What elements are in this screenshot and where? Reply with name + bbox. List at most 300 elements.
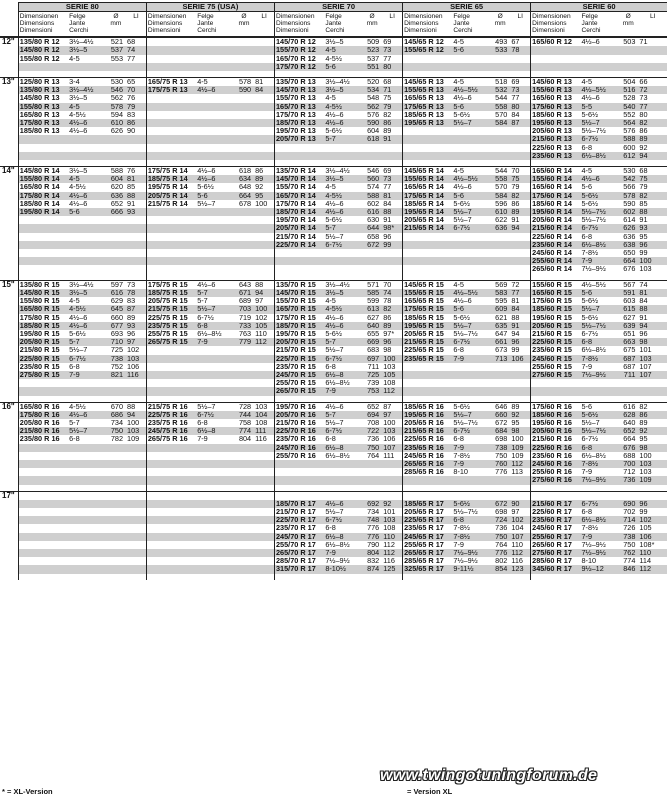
tire-size: 185/65 R 16 [403, 402, 453, 411]
load-index: 86 [126, 119, 146, 127]
tire-size [275, 468, 325, 476]
diameter-mm [234, 55, 254, 63]
tire-size [403, 127, 453, 135]
load-index: 77 [511, 94, 520, 103]
tire-size: 145/70 R 12 [275, 37, 325, 46]
diameter-mm: 540 [618, 103, 638, 111]
table-row [0, 144, 667, 152]
rim-width: 4-5 [452, 167, 490, 176]
dimension-label: Dimensions [147, 20, 183, 28]
tire-size [403, 144, 453, 152]
rim-header [324, 12, 362, 38]
tire-size: 195/60 R 15 [531, 314, 581, 322]
diameter-mm: 738 [618, 533, 638, 541]
load-index [638, 55, 667, 63]
load-index [254, 371, 274, 379]
tire-size: 255/60 R 17 [531, 533, 581, 541]
load-index: 100 [254, 305, 274, 313]
tire-size: 185/80 R 15 [18, 322, 68, 330]
tire-size: 275/60 R 17 [531, 549, 581, 557]
footnote-xl-version: * = XL-Version [2, 787, 53, 796]
rim-label: Jante [453, 20, 470, 28]
rim-width [452, 152, 490, 160]
rim-width [196, 533, 234, 541]
diameter-mm: 651 [623, 329, 636, 338]
load-index: 99 [639, 507, 648, 516]
diameter-mm: 692 [362, 500, 382, 508]
diameter-mm [362, 468, 382, 476]
load-index: 95 [254, 192, 274, 200]
rim-width [580, 63, 618, 71]
diameter-mm: 602 [367, 199, 380, 208]
diameter-mm [106, 508, 126, 516]
load-index: 86 [382, 119, 402, 127]
rim-width [196, 233, 234, 241]
rim-width [68, 144, 106, 152]
rim-width: 4½–6 [69, 313, 88, 322]
tire-size: 155/80 R 14 [18, 175, 68, 183]
tire-size [18, 491, 68, 500]
tire-size: 135/70 R 13 [275, 78, 325, 87]
load-index: 89 [639, 418, 648, 427]
load-index: 70 [382, 280, 402, 289]
diameter-mm: 528 [623, 94, 636, 103]
rim-width [196, 103, 234, 111]
diameter-label: mm [622, 20, 634, 28]
tire-size: 155/60 R 13 [531, 86, 581, 94]
rim-width: 5½–7 [325, 232, 344, 241]
diameter-mm [362, 249, 382, 257]
rim-width: 5-7 [324, 135, 362, 143]
load-index: 84 [254, 86, 274, 94]
diameter-header [106, 12, 126, 38]
load-index [254, 491, 274, 500]
load-index [254, 37, 274, 46]
diameter-mm [106, 565, 126, 573]
load-index: 111 [383, 451, 395, 460]
rim-width: 3-4 [68, 78, 106, 87]
rim-width: 6-8 [453, 435, 464, 444]
rim-width: 5½–7½ [581, 216, 606, 225]
diameter-mm: 725 [362, 371, 382, 379]
rim-width: 4½–5½ [580, 86, 618, 94]
load-index: 88 [254, 280, 274, 289]
load-index: 65 [126, 78, 146, 87]
dimension-label: Dimensioni [276, 27, 309, 35]
tire-size: 215/65 R 14 [403, 224, 453, 232]
table-row [0, 549, 667, 557]
diameter-mm [234, 500, 254, 508]
rim-width: 5-6 [452, 192, 490, 200]
load-index: 67 [511, 37, 520, 47]
tire-size: 275/80 R 15 [18, 371, 68, 379]
rim-width: 4-5 [325, 94, 336, 103]
diameter-mm: 590 [234, 86, 254, 94]
rim-width [68, 565, 106, 573]
tire-size [18, 549, 68, 557]
rim-width: 7½–9½ [581, 265, 606, 274]
load-index: 91 [510, 322, 530, 330]
table-body [0, 3, 667, 580]
tire-size: 155/65 R 13 [403, 86, 453, 94]
rim-width: 7-9 [324, 549, 362, 557]
rim-width [68, 491, 106, 500]
tire-size: 245/75 R 16 [146, 427, 196, 435]
tire-size: 185/60 R 14 [531, 200, 581, 208]
tire-size: 265/65 R 17 [403, 549, 453, 557]
diameter-mm: 552 [623, 110, 636, 119]
rim-width: 5-6 [68, 208, 106, 216]
diameter-mm: 697 [362, 355, 382, 363]
load-index: 85 [127, 183, 136, 192]
tire-size [146, 379, 196, 387]
load-index [382, 476, 402, 484]
rim-width [196, 468, 234, 476]
diameter-mm: 537 [367, 54, 380, 63]
diameter-mm [106, 444, 126, 452]
diameter-mm: 703 [234, 305, 254, 313]
rim-width [196, 46, 234, 54]
rim-width: 6½–8½ [580, 152, 618, 160]
tire-size: 145/65 R 14 [403, 167, 453, 176]
tire-size: 185/75 R 14 [146, 175, 196, 183]
tire-size: 285/70 R 17 [275, 557, 325, 565]
diameter-mm [490, 387, 510, 395]
load-index: 94 [254, 289, 274, 297]
load-index: 88 [126, 192, 146, 200]
rim-width: 6-8 [453, 346, 464, 355]
rim-width: 4-5 [196, 78, 234, 87]
diameter-mm: 578 [234, 78, 254, 87]
rim-width: 4½–6 [196, 167, 234, 176]
load-index [126, 541, 146, 549]
load-index: 89 [127, 313, 136, 322]
diameter-mm: 726 [623, 524, 636, 533]
tire-size: 145/70 R 13 [275, 86, 325, 94]
tire-size: 205/80 R 15 [18, 338, 68, 346]
diameter-mm: 779 [234, 338, 254, 346]
load-index: 86 [638, 411, 667, 419]
diameter-mm [362, 476, 382, 484]
rim-width [196, 371, 234, 379]
load-index [126, 557, 146, 565]
load-index: 116 [255, 435, 267, 444]
load-index: 96 [382, 338, 402, 346]
diameter-mm: 604 [367, 127, 380, 136]
rim-width: 5½–7 [196, 402, 234, 411]
load-index: 108* [639, 540, 655, 549]
diameter-mm [106, 257, 126, 265]
load-index [510, 135, 530, 143]
rim-width: 4-5½ [68, 305, 106, 313]
diameter-mm: 571 [362, 280, 382, 289]
load-index [126, 508, 146, 516]
load-index [254, 224, 274, 232]
tire-size: 175/80 R 13 [18, 119, 68, 127]
rim-width: 5-6½ [325, 127, 342, 136]
tire-size: 235/70 R 17 [275, 524, 325, 532]
load-index: 81 [254, 78, 274, 87]
rim-width: 4-5½ [69, 110, 86, 119]
diameter-mm [106, 452, 126, 460]
rim-width [68, 468, 106, 476]
rim-width: 6-7½ [324, 516, 362, 524]
tire-size [146, 63, 196, 71]
load-index: 100 [382, 355, 402, 363]
spacer-cell [146, 574, 274, 580]
diameter-mm: 627 [623, 313, 636, 322]
load-index [510, 476, 530, 484]
load-index: 68 [638, 167, 667, 176]
tire-size [18, 452, 68, 460]
diameter-mm: 694 [362, 411, 382, 419]
load-index: 97 [255, 297, 264, 306]
rim-label: Felge [325, 13, 342, 21]
tire-size: 235/70 R 15 [275, 363, 325, 371]
tire-size [146, 103, 196, 111]
rim-width [196, 127, 234, 135]
rim-width: 5-7 [69, 418, 80, 427]
tire-size-table [0, 2, 667, 580]
diameter-mm [106, 63, 126, 71]
diameter-mm [362, 257, 382, 265]
rim-width [196, 565, 234, 573]
table-row [0, 508, 667, 516]
diameter-mm [490, 371, 510, 379]
rim-width: 5-6½ [69, 329, 86, 338]
tire-size: 225/60 R 15 [531, 338, 581, 346]
dimension-label: Dimensioni [404, 27, 437, 35]
rim-width: 6-8 [325, 435, 336, 444]
diameter-mm: 804 [238, 435, 252, 444]
rim-width [452, 387, 490, 395]
rim-width: 7-9 [196, 338, 234, 346]
rim-width: 5-6½ [580, 192, 618, 200]
load-index [126, 233, 146, 241]
load-index [126, 144, 146, 152]
diameter-mm: 712 [623, 468, 636, 477]
tire-size: 185/60 R 13 [531, 111, 581, 119]
rim-width: 5½–7½ [580, 208, 618, 216]
rim-width [580, 55, 618, 63]
load-index: 75 [383, 94, 392, 103]
rim-width: 3½–4½ [324, 280, 362, 289]
tire-size: 165/65 R 14 [403, 183, 453, 191]
diameter-mm: 585 [362, 289, 382, 297]
tire-size: 165/70 R 14 [275, 192, 325, 200]
tire-size: 225/65 R 17 [403, 516, 453, 524]
table-row [0, 476, 667, 484]
tire-size: 165/80 R 14 [18, 183, 68, 191]
load-index: 89 [382, 322, 402, 330]
table-row [0, 379, 667, 387]
rim-width: 7½–9½ [580, 476, 618, 484]
table-row [0, 346, 667, 354]
diameter-mm: 576 [367, 110, 380, 119]
tire-size: 215/75 R 15 [146, 305, 196, 313]
spacer-cell [531, 574, 667, 580]
load-index: 89 [638, 135, 667, 143]
load-index: 72 [510, 280, 530, 289]
tire-size [146, 452, 196, 460]
diameter-mm: 576 [623, 127, 636, 136]
table-row [0, 330, 667, 338]
diameter-mm: 854 [490, 565, 510, 573]
tire-size [531, 55, 581, 63]
series-header-row [0, 3, 667, 12]
diameter-mm: 821 [106, 371, 126, 379]
diameter-header [234, 12, 254, 38]
tire-size: 275/60 R 16 [531, 476, 581, 484]
load-index: 98 [383, 346, 392, 355]
diameter-mm [234, 452, 254, 460]
table-row [0, 216, 667, 224]
tire-size: 165/80 R 16 [18, 402, 68, 411]
load-index [254, 355, 274, 363]
load-index: 77 [638, 103, 667, 111]
load-index: 86 [254, 167, 274, 176]
dimension-label: Dimensions [276, 20, 311, 28]
tire-size: 135/70 R 14 [275, 167, 325, 176]
tire-size [275, 152, 325, 160]
tire-size: 155/65 R 12 [403, 46, 453, 54]
load-index [254, 524, 274, 532]
rim-width: 5-6 [196, 192, 234, 200]
tire-size [403, 152, 453, 160]
load-index: 78 [510, 46, 530, 54]
load-index [510, 387, 530, 395]
load-index: 91 [639, 216, 648, 225]
tire-size: 165/60 R 12 [531, 37, 581, 46]
load-index [510, 63, 530, 71]
tire-size: 215/70 R 15 [275, 346, 325, 354]
load-index: 103 [382, 427, 402, 435]
rim-width: 6½–8 [324, 371, 362, 379]
tire-size [146, 346, 196, 354]
diameter-mm: 687 [623, 362, 636, 371]
diameter-mm: 750 [623, 540, 636, 549]
tire-size: 175/60 R 14 [531, 192, 581, 200]
rim-width: 4-5 [68, 103, 106, 111]
tire-size [403, 491, 453, 500]
diameter-mm: 544 [490, 167, 510, 176]
tire-size: 235/80 R 16 [18, 435, 68, 443]
tire-size [18, 135, 68, 143]
tire-size: 235/80 R 15 [18, 363, 68, 371]
rim-width: 6½–8½ [325, 451, 350, 460]
diameter-mm: 650 [623, 249, 636, 258]
load-index [126, 549, 146, 557]
diameter-mm [234, 387, 254, 395]
diameter-mm: 675 [623, 346, 636, 355]
tire-size: 185/65 R 15 [403, 314, 453, 322]
rim-width: 6-8 [581, 143, 593, 152]
diameter-mm [234, 549, 254, 557]
load-index: 69 [383, 37, 392, 47]
rim-width: 5½–7½ [453, 418, 478, 427]
diameter-mm: 763 [238, 329, 252, 338]
table-row [0, 55, 667, 63]
load-index: 68 [382, 78, 402, 87]
tire-size [146, 565, 196, 573]
table-row [0, 491, 667, 500]
diameter-mm: 600 [623, 143, 636, 152]
diameter-mm [106, 152, 126, 160]
load-index [254, 257, 274, 265]
load-index: 73 [126, 280, 146, 289]
diameter-mm [234, 135, 254, 143]
dimension-header [403, 12, 453, 38]
load-index [254, 549, 274, 557]
diameter-mm: 672 [362, 241, 382, 249]
rim-width: 6½–8 [196, 427, 234, 435]
tire-size [146, 144, 196, 152]
load-index [254, 233, 274, 241]
tire-size: 195/60 R 14 [531, 208, 581, 216]
tire-size [18, 524, 68, 532]
tire-size: 215/70 R 14 [275, 233, 325, 241]
load-index [254, 541, 274, 549]
load-index [254, 208, 274, 216]
tire-size: 165/75 R 13 [146, 78, 196, 87]
load-index-header: LI [254, 12, 274, 38]
tire-size: 345/60 R 17 [531, 565, 581, 573]
load-index: 103 [639, 468, 652, 477]
diameter-mm: 570 [495, 110, 508, 119]
rim-width [452, 241, 490, 249]
diameter-mm: 548 [367, 94, 380, 103]
rim-width [324, 460, 362, 468]
table-row [0, 468, 667, 476]
diameter-mm: 774 [234, 427, 254, 435]
load-index: 91 [383, 216, 392, 225]
load-index: 112 [510, 549, 530, 557]
load-index [510, 233, 530, 241]
diameter-mm [106, 468, 126, 476]
diameter-mm [490, 135, 510, 143]
rim-width: 4½–6 [580, 175, 618, 183]
rim-width: 5½–7 [325, 507, 344, 516]
rim-width [196, 94, 234, 102]
tire-size [531, 379, 581, 387]
load-index: 90 [510, 500, 530, 508]
load-index: 74 [638, 280, 667, 289]
load-index [382, 491, 402, 500]
rim-width: 6-8 [580, 338, 618, 346]
tire-size: 175/60 R 16 [531, 402, 581, 411]
diameter-mm [234, 491, 254, 500]
tire-size [18, 63, 68, 71]
tire-size [146, 111, 196, 119]
diameter-mm: 698 [495, 507, 508, 516]
load-index [638, 46, 667, 54]
diameter-mm [106, 549, 126, 557]
rim-width: 3½–5 [68, 167, 106, 176]
diameter-mm [234, 460, 254, 468]
tire-size [403, 379, 453, 387]
load-index [254, 94, 274, 102]
load-index [254, 452, 274, 460]
tire-size [403, 135, 453, 143]
load-index: 93 [126, 208, 146, 216]
rim-width: 7-8½ [580, 355, 618, 363]
diameter-mm: 558 [490, 103, 510, 111]
load-index [126, 524, 146, 532]
diameter-mm: 643 [234, 280, 254, 289]
diameter-mm [234, 119, 254, 127]
diameter-mm: 614 [623, 216, 636, 225]
load-index: 84 [510, 305, 530, 313]
